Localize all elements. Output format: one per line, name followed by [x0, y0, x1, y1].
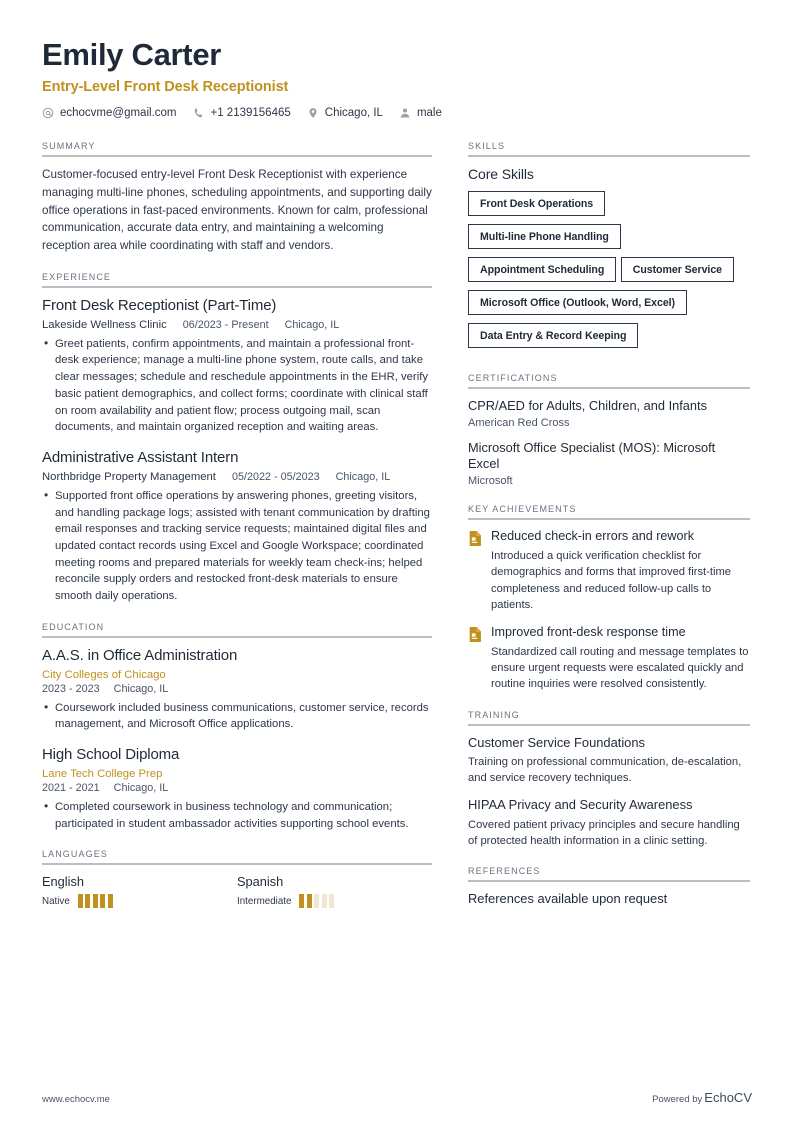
section-training	[468, 710, 750, 849]
training-description: Training on professional communication, de-escalation, and service recovery techniques.	[468, 755, 742, 785]
powered-by-label: Powered by	[652, 1094, 703, 1105]
training-name: Customer Service Foundations	[468, 734, 645, 750]
candidate-name: Emily Carter	[42, 37, 222, 72]
skill-tag: Front Desk Operations	[468, 191, 605, 216]
contact-email[interactable]	[42, 107, 177, 119]
skill-tag: Customer Service	[621, 257, 734, 282]
skill-tag: Microsoft Office (Outlook, Word, Excel)	[468, 290, 687, 315]
skill-tag: Appointment Scheduling	[468, 257, 616, 282]
list-item: • Greet patients, confirm appointments, and maintain a professional front-desk experience; manage a multi-line phone system, route calls, and take clear messages; schedule and reschedule appointments in the EHR, verify basic patient demographics, and collect forms; coordinate with clinical staff on room availability and patient flow; process outgoing mail, scan documents, and maintain organized reception and waiting areas.	[42, 336, 432, 436]
candidate-headline: Entry-Level Front Desk Receptionist	[42, 79, 289, 96]
certification-issuer: Microsoft	[468, 475, 513, 488]
section-rule	[42, 636, 432, 638]
section-rule	[468, 518, 750, 520]
section-skills	[468, 141, 750, 356]
education-location: Chicago, IL	[113, 781, 169, 794]
certification-name: CPR/AED for Adults, Children, and Infants	[468, 398, 707, 414]
language-level: Intermediate	[237, 895, 292, 907]
experience-location: Chicago, IL	[284, 318, 340, 331]
achievement-description: Introduced a quick verification checklist for demographics and forms that improved first-time completeness and reduced follow-up calls to patients.	[491, 550, 732, 611]
experience-meta	[42, 319, 432, 331]
skill-tag-list	[468, 191, 750, 356]
language-name: English	[42, 874, 84, 890]
document-achievement-icon	[468, 529, 482, 613]
section-rule	[468, 387, 750, 389]
footer-url[interactable]: www.echocv.me	[42, 1094, 110, 1105]
language-level: Native	[42, 895, 70, 907]
education-entry	[42, 746, 432, 832]
education-degree: High School Diploma	[42, 746, 180, 764]
list-item: • Completed coursework in business technology and communication; participated in student ambassador activities supporting school events.	[42, 799, 432, 832]
education-dates: 2021 - 2021	[42, 781, 100, 794]
education-entry	[42, 647, 432, 733]
contact-gender-value: male	[416, 107, 442, 120]
experience-title: Front Desk Receptionist (Part-Time)	[42, 297, 277, 314]
contact-row	[42, 107, 752, 119]
training-item	[468, 735, 750, 787]
language-level-row	[42, 894, 237, 908]
certification-issuer: American Red Cross	[468, 417, 570, 430]
location-icon	[307, 107, 319, 119]
experience-entry	[42, 297, 432, 436]
resume-body	[42, 141, 752, 925]
experience-location: Chicago, IL	[335, 470, 391, 483]
section-rule	[42, 863, 432, 865]
section-references	[468, 866, 750, 906]
section-rule	[468, 724, 750, 726]
right-column	[468, 141, 750, 923]
education-bullets	[42, 700, 432, 733]
summary-text: Customer-focused entry-level Front Desk Receptionist with experience managing multi-line phones, scheduling appointments, and supporting daily office operations in fast-paced environments. Known for calm, professional communication, accurate data entry, and maintaining a welcoming reception area while coordinating with staff and vendors.	[42, 168, 432, 253]
section-title-experience: EXPERIENCE	[42, 272, 112, 282]
contact-location-value: Chicago, IL	[324, 107, 383, 120]
section-title-skills: SKILLS	[468, 141, 506, 152]
achievement-title: Improved front-desk response time	[491, 625, 686, 640]
education-school: Lane Tech College Prep	[42, 767, 163, 780]
section-title-certifications: CERTIFICATIONS	[468, 373, 558, 384]
person-icon	[399, 107, 411, 119]
training-name: HIPAA Privacy and Security Awareness	[468, 797, 693, 813]
skill-tag: Data Entry & Record Keeping	[468, 323, 638, 348]
section-key-achievements	[468, 504, 750, 692]
education-meta	[42, 782, 432, 794]
skill-tag: Multi-line Phone Handling	[468, 224, 621, 249]
section-title-references: REFERENCES	[468, 865, 541, 876]
contact-gender	[399, 107, 442, 119]
language-item	[237, 874, 432, 908]
section-title-summary: SUMMARY	[42, 141, 96, 152]
experience-entry	[42, 449, 432, 605]
experience-org: Lakeside Wellness Clinic	[42, 318, 167, 331]
contact-email-value: echocvme@gmail.com	[60, 107, 177, 120]
experience-dates: 05/2022 - 05/2023	[231, 470, 320, 483]
experience-bullets	[42, 336, 432, 436]
education-school-row	[42, 768, 432, 780]
footer-branding	[652, 1090, 752, 1105]
education-bullets	[42, 799, 432, 832]
certification-name: Microsoft Office Specialist (MOS): Microsoft Excel	[468, 440, 716, 472]
skills-group-label: Core Skills	[468, 166, 534, 183]
experience-dates: 06/2023 - Present	[182, 318, 269, 331]
section-languages	[42, 849, 432, 908]
education-school: City Colleges of Chicago	[42, 668, 166, 681]
language-proficiency-bars	[78, 894, 113, 908]
email-icon	[42, 107, 54, 119]
section-education	[42, 622, 432, 832]
experience-title: Administrative Assistant Intern	[42, 449, 239, 467]
references-text: References available upon request	[468, 890, 668, 906]
education-dates: 2023 - 2023	[42, 682, 100, 695]
experience-meta	[42, 471, 432, 483]
left-column	[42, 141, 432, 925]
language-item	[42, 874, 237, 908]
section-title-languages: LANGUAGES	[42, 849, 108, 860]
section-summary	[42, 141, 432, 255]
experience-org: Northbridge Property Management	[42, 470, 216, 483]
brand-name: EchoCV	[704, 1090, 752, 1105]
section-title-education: EDUCATION	[42, 621, 105, 632]
document-achievement-icon	[468, 625, 482, 692]
achievement-body	[491, 529, 750, 613]
training-description: Covered patient privacy principles and secure handling of protected health information in a clinic setting.	[468, 818, 740, 847]
education-location: Chicago, IL	[113, 682, 169, 695]
language-level-row	[237, 894, 432, 908]
achievement-item	[468, 529, 750, 613]
training-item	[468, 797, 750, 849]
list-item: • Supported front office operations by answering phones, greeting visitors, and handling package logs; assisted with tenant communication by drafting email responses and tracking service requests; maintained digital files and updated contact records using Excel and Google Workspace; coordinated meeting rooms and prepared materials for weekly team check-ins; helped reconcile supply orders and restocked front-desk materials to ensure smooth daily operations.	[42, 488, 432, 605]
certification-item	[468, 398, 750, 429]
section-rule	[42, 155, 432, 157]
education-degree: A.A.S. in Office Administration	[42, 646, 238, 664]
languages-grid	[42, 874, 432, 908]
section-certifications	[468, 373, 750, 487]
language-name: Spanish	[237, 874, 284, 890]
certification-item	[468, 440, 750, 487]
section-rule	[468, 155, 750, 157]
achievement-item	[468, 625, 750, 692]
education-meta	[42, 683, 432, 695]
section-experience	[42, 272, 432, 605]
experience-bullets	[42, 488, 432, 605]
education-school-row	[42, 669, 432, 681]
section-title-key-achievements: KEY ACHIEVEMENTS	[468, 504, 577, 515]
list-item: • Coursework included business communications, customer service, records management, and Microsoft Office applications.	[42, 700, 432, 733]
language-proficiency-bars	[299, 894, 334, 908]
section-rule	[468, 880, 750, 882]
contact-phone[interactable]	[193, 107, 291, 119]
achievement-body	[491, 625, 750, 692]
contact-phone-value: +1 2139156465	[210, 107, 291, 120]
achievement-description: Standardized call routing and message templates to ensure urgent requests were escalated quickly and routine inquiries were resolved consistently.	[491, 645, 749, 691]
resume-footer	[42, 1090, 752, 1105]
section-title-training: TRAINING	[468, 709, 520, 720]
phone-icon	[193, 107, 205, 119]
resume-header	[42, 38, 752, 119]
achievement-title: Reduced check-in errors and rework	[491, 529, 694, 544]
contact-location	[307, 107, 383, 119]
section-rule	[42, 286, 432, 288]
